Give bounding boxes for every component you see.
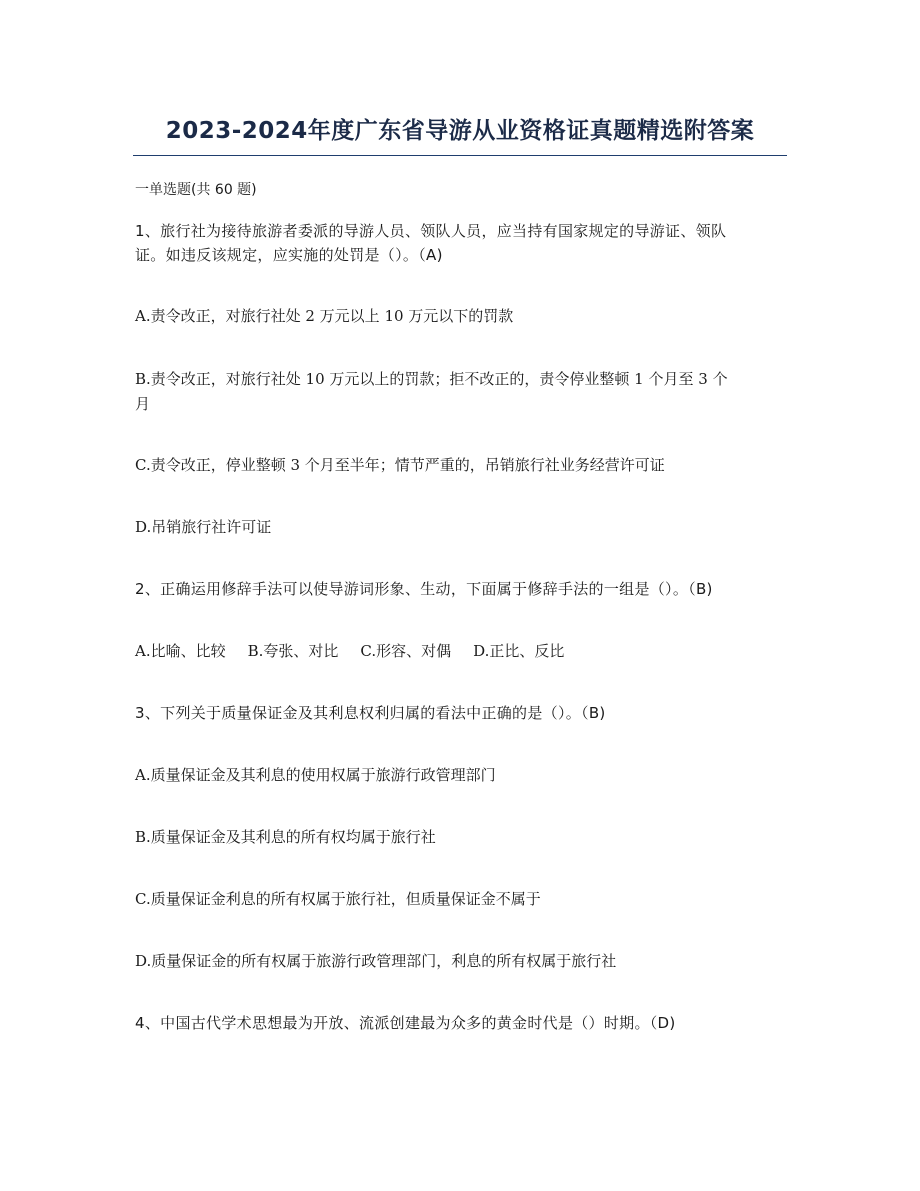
question-1-option-c: C.责令改正，停业整顿 3 个月至半年；情节严重的，吊销旅行社业务经营许可证 [135,456,665,474]
question-1-option-a: A.责令改正，对旅行社处 2 万元以上 10 万元以下的罚款 [135,307,514,325]
question-2-option-b: B.夸张、对比 [247,642,339,660]
question-1-stem-line-1: 1、旅行社为接待旅游者委派的导游人员、领队人员，应当持有国家规定的导游证、领队 [135,222,727,240]
question-2-option-c: C.形容、对偶 [360,642,452,660]
question-2-stem: 2、正确运用修辞手法可以使导游词形象、生动，下面属于修辞手法的一组是（）。（B) [135,580,713,598]
question-3-option-b: B.质量保证金及其利息的所有权均属于旅行社 [135,828,436,846]
question-3-option-c: C.质量保证金利息的所有权属于旅行社，但质量保证金不属于 [135,890,541,908]
title-divider [133,155,787,156]
question-1-option-b-line-1: B.责令改正，对旅行社处 10 万元以上的罚款；拒不改正的，责令停业整顿 1 个月至 3 个 [135,370,728,388]
question-1-option-d: D.吊销旅行社许可证 [135,518,272,536]
question-1-stem-line-2: 证。如违反该规定，应实施的处罚是（）。（A) [135,246,443,264]
question-4-stem: 4、中国古代学术思想最为开放、流派创建最为众多的黄金时代是（）时期。（D) [135,1014,676,1032]
page-title: 2023-2024年度广东省导游从业资格证真题精选附答案 [165,118,755,144]
question-2-options-row [135,638,564,665]
question-3-option-a: A.质量保证金及其利息的使用权属于旅游行政管理部门 [135,766,496,784]
question-3-stem: 3、下列关于质量保证金及其利息权利归属的看法中正确的是（）。（B) [135,704,606,722]
question-3-option-d: D.质量保证金的所有权属于旅游行政管理部门，利息的所有权属于旅行社 [135,952,617,970]
question-2-option-a: A.比喻、比较 [135,642,226,660]
question-2-option-d: D.正比、反比 [473,642,565,660]
question-1-option-b-line-2: 月 [135,395,151,413]
section-heading: 一单选题(共 60 题) [135,182,257,198]
